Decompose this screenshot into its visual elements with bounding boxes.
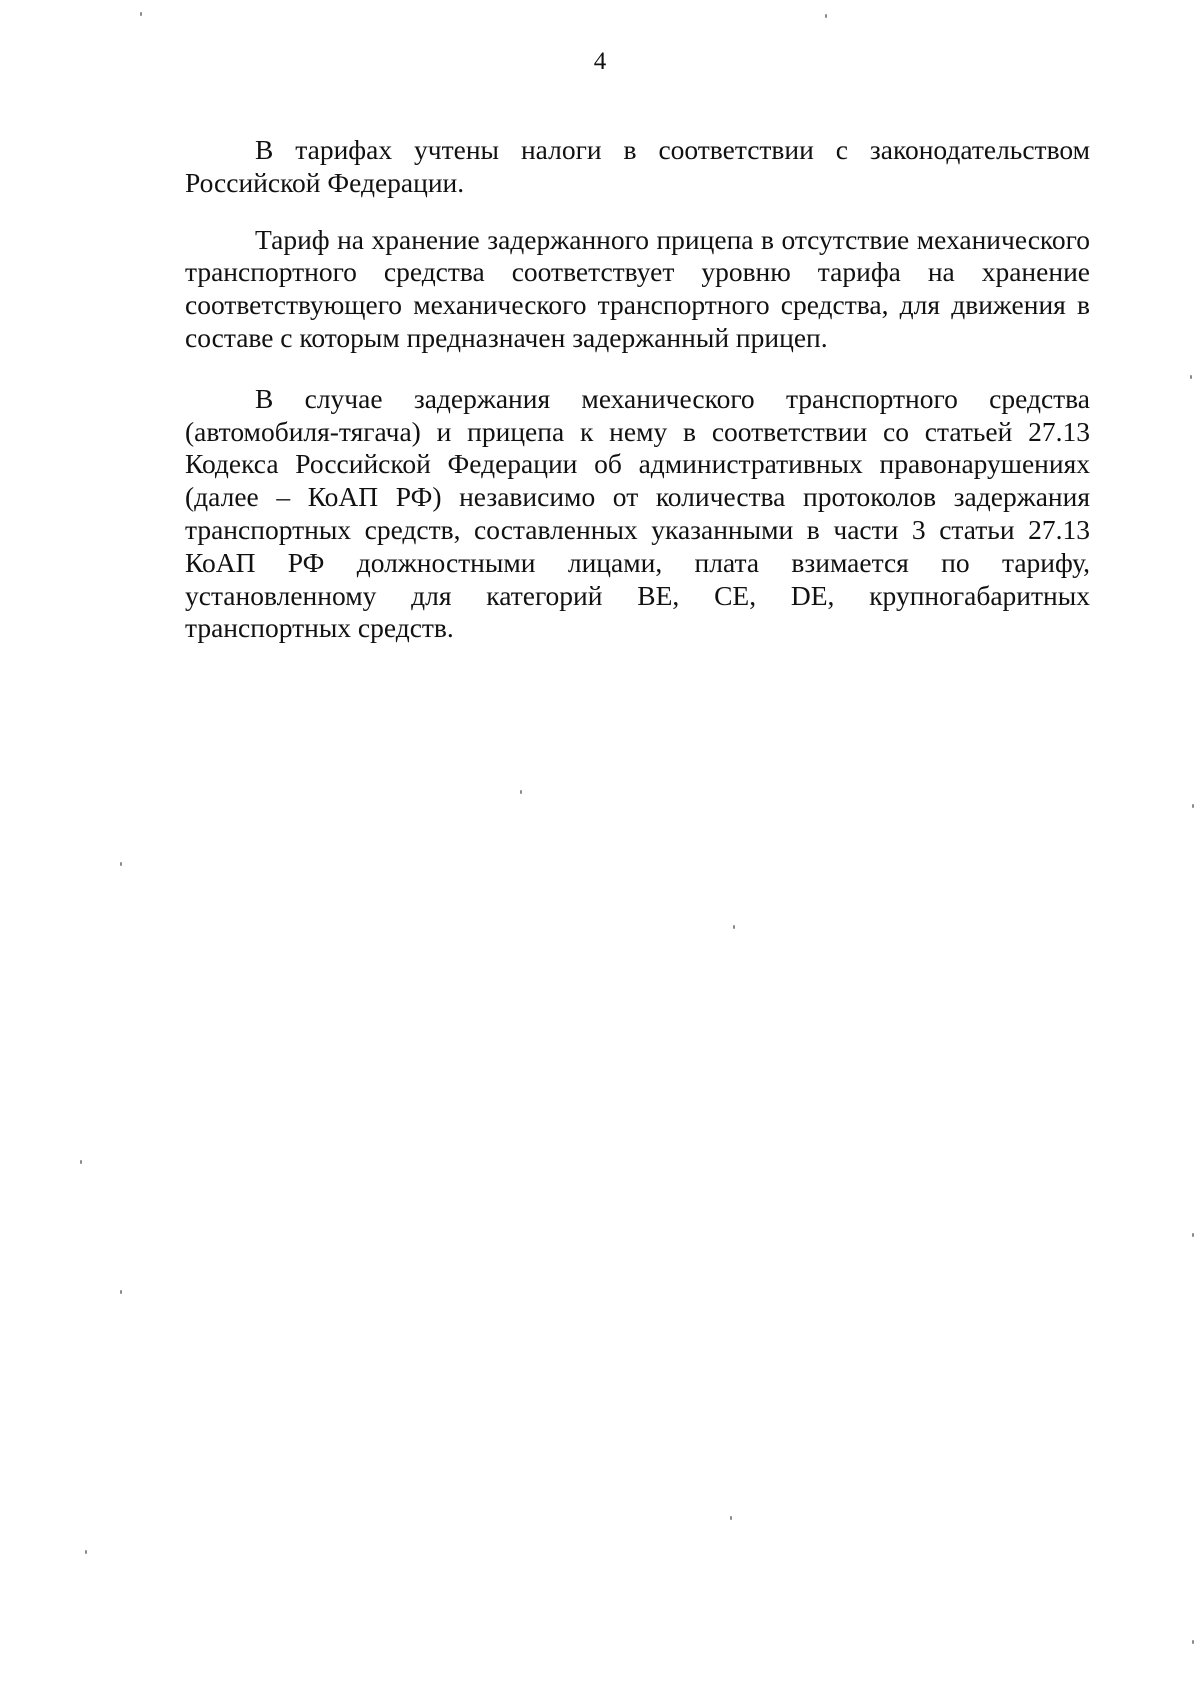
scan-speck [1192, 1640, 1194, 1644]
scan-speck [825, 14, 827, 18]
document-body [185, 134, 1090, 669]
scan-speck [1190, 375, 1192, 379]
scan-speck [520, 790, 522, 794]
scan-speck [120, 862, 122, 866]
scan-speck [80, 1160, 82, 1164]
paragraph-taxes: В тарифах учтены налоги в соответствии с законодательством Российской Федерации. [185, 134, 1090, 198]
page-number: 4 [593, 48, 607, 75]
scan-speck [1192, 1233, 1194, 1237]
scan-speck [140, 12, 142, 16]
scan-speck [1192, 804, 1194, 808]
paragraph-detention-payment: В случае задержания механического транспортного средства (автомобиля-тягача) и прицепа к нему в соответствии со статьей 27.13 Кодекса Российской Федерации об административных правонарушениях (далее – КоАП РФ) независимо от количества протоколов задержания транспортных средств, составленных указанными в части 3 статьи 27.13 КоАП РФ должностными лицами, плата взимается по тарифу, установленному для категорий BE, CE, DE, крупногабаритных транспортных средств. [185, 382, 1090, 644]
scan-speck [730, 1516, 732, 1520]
scan-speck [733, 925, 735, 929]
paragraph-trailer-storage-tariff: Тариф на хранение задержанного прицепа в отсутствие механического транспортного средства соответствует уровню тарифа на хранение соответствующего механического транспортного средства, для движения в составе с которым предназначен задержанный прицеп. [185, 223, 1090, 353]
scan-speck [85, 1550, 87, 1554]
scan-speck [120, 1290, 122, 1294]
